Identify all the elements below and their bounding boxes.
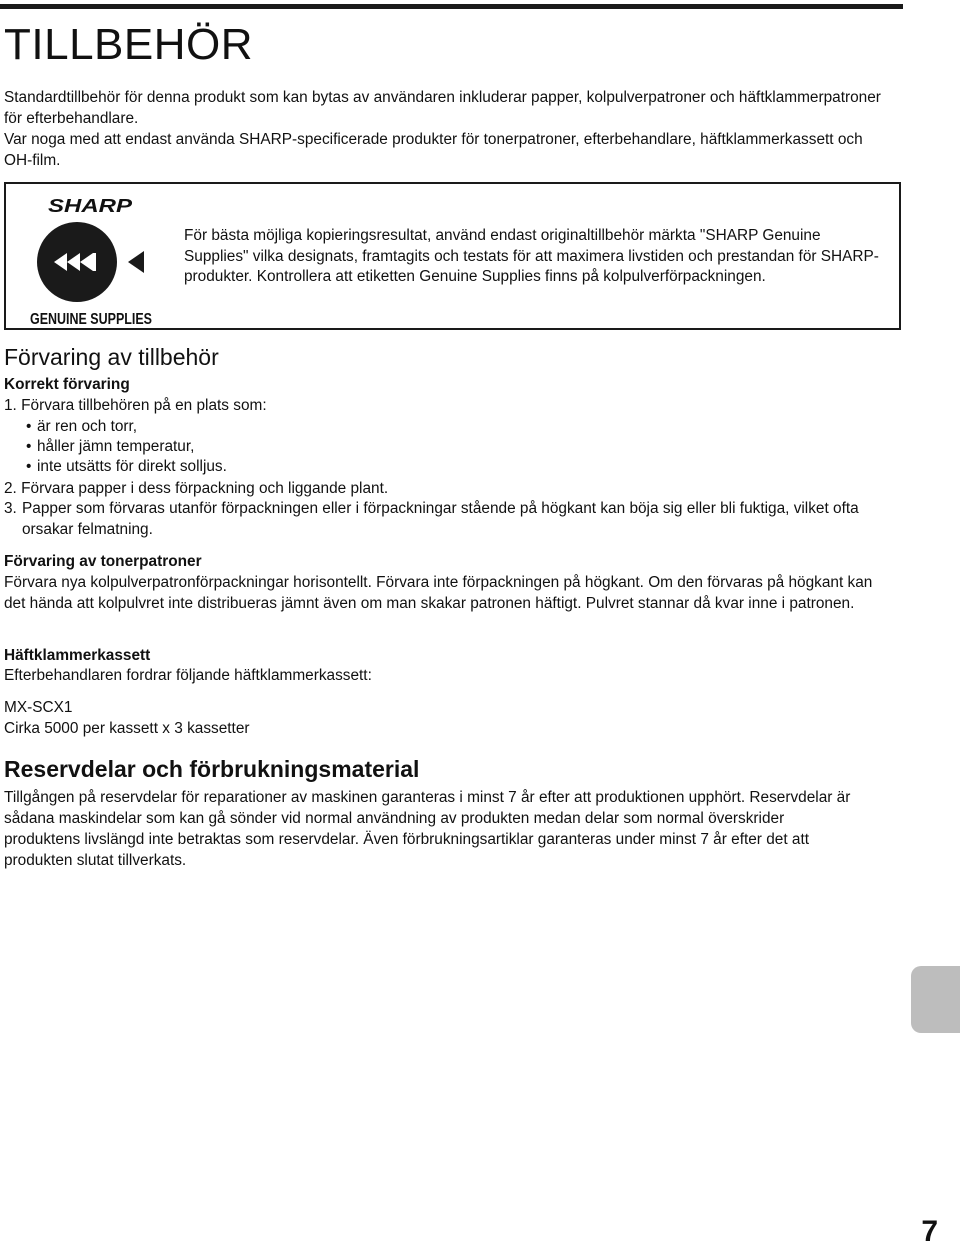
genuine-supplies-box	[4, 182, 901, 330]
storage-bullet-3: • inte utsätts för direkt solljus.	[26, 457, 227, 478]
page-title: TILLBEHÖR	[4, 20, 254, 69]
top-rule	[0, 4, 903, 9]
staple-capacity: Cirka 5000 per kassett x 3 kassetter	[4, 720, 250, 737]
parts-heading: Reservdelar och förbrukningsmaterial	[4, 756, 420, 782]
storage-bullet-1: • är ren och torr,	[26, 417, 137, 438]
storage-item-3: Papper som förvaras utanför förpackningen eller i förpackningar stående på högkant kan böja sig eller bli fuktiga, vilket ofta orsakar felmatning.	[22, 500, 859, 538]
arrow-left-icon	[128, 251, 144, 273]
storage-item-2: 2. Förvara papper i dess förpackning och liggande plant.	[4, 480, 389, 497]
storage-item-1: 1. Förvara tillbehören på en plats som:	[4, 397, 267, 414]
genuine-supplies-caption: GENUINE SUPPLIES	[30, 311, 153, 328]
intro-text	[4, 87, 894, 171]
intro-line-2: Var noga med att endast använda SHARP-specificerade produkter för tonerpatroner, efterbehandlare, häftklammerkassett och OH-film.	[4, 131, 863, 169]
staple-text: Efterbehandlaren fordrar följande häftklammerkassett:	[4, 667, 372, 684]
storage-heading: Förvaring av tillbehör	[4, 344, 219, 370]
staple-heading: Häftklammerkassett	[4, 647, 151, 664]
storage-item-3-number: 3.	[4, 500, 17, 517]
staple-model: MX-SCX1	[4, 699, 73, 716]
toner-storage-heading: Förvaring av tonerpatroner	[4, 553, 202, 570]
genuine-supplies-text: För bästa möjliga kopieringsresultat, använd endast originaltillbehör märkta "SHARP Genuine Supplies" vilka designats, framtagits och testats för att maximera livstiden och prestandan för SHARP-produkter. Kontrollera att etiketten Genuine Supplies finns på kolpulverförpackningen.	[184, 227, 879, 285]
intro-line-1: Standardtillbehör för denna produkt som kan bytas av användaren inkluderar papper, kolpulverpatroner och häftklammerpatroner för efterbehandlare.	[4, 89, 881, 127]
page-number: 7	[921, 1215, 938, 1248]
genuine-supplies-logo	[24, 190, 162, 330]
chapter-side-tab	[911, 966, 960, 1033]
correct-storage-heading: Korrekt förvaring	[4, 376, 130, 393]
sharp-logo-wordmark: SHARP	[48, 196, 134, 216]
toner-storage-text: Förvara nya kolpulverpatronförpackningar horisontellt. Förvara inte förpackningen på högkant. Om den förvaras på högkant kan det hända att kolpulvret inte distribueras jämnt även om man skakar patronen häftigt. Pulvret stannar då kvar inne i patronen.	[4, 574, 873, 612]
storage-bullet-2: • håller jämn temperatur,	[26, 437, 194, 458]
parts-text: Tillgången på reservdelar för reparationer av maskinen garanteras i minst 7 år efter att produktionen upphört. Reservdelar är sådana maskindelar som kan gå sönder vid normal användning av produkten medan delar som normal överskrider produktens livslängd inte betraktas som reservdelar. Även förbrukningsartiklar garanteras under minst 7 år efter det att produkten slutat tillverkats.	[4, 789, 851, 869]
